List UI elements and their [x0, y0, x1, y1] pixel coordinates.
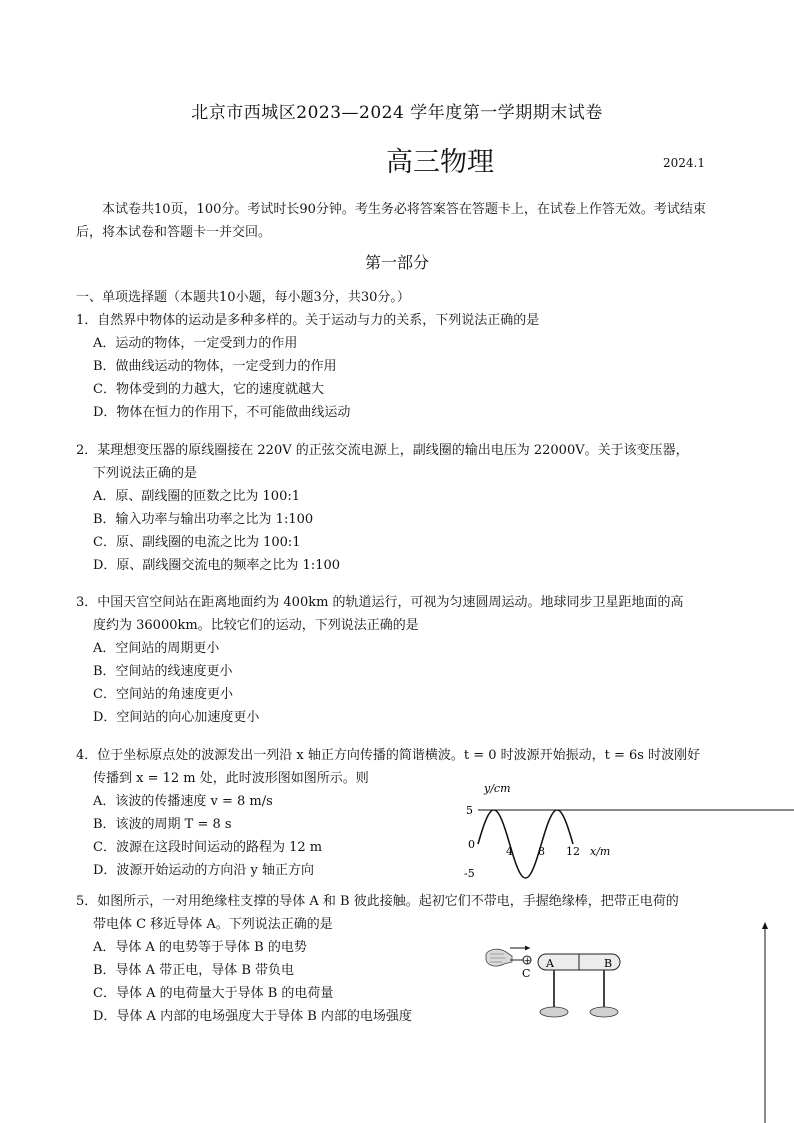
option-b: B．输入功率与输出功率之比为 1:100	[93, 512, 314, 527]
question-stem-continued: 下列说法正确的是	[93, 466, 198, 481]
question-stem: 2．某理想变压器的原线圈接在 220V 的正弦交流电源上，副线圈的输出电压为 22000V。关于该变压器，	[76, 443, 689, 458]
x-axis-label: x/m	[590, 845, 611, 858]
option-c: C．原、副线圈的电流之比为 100:1	[93, 535, 301, 550]
question-stem-continued: 带电体 C 移近导体 A。下列说法正确的是	[93, 917, 333, 932]
option-a: A．该波的传播速度 v = 8 m/s	[93, 794, 273, 809]
y-tick-label: -5	[464, 867, 475, 880]
x-tick-label: 8	[538, 845, 545, 858]
option-b: B．做曲线运动的物体，一定受到力的作用	[93, 359, 337, 374]
up-arrow-icon	[762, 922, 768, 929]
question-stem: 1．自然界中物体的运动是多种多样的。关于运动与力的关系，下列说法正确的是	[76, 313, 540, 328]
label-b: B	[604, 957, 613, 970]
option-b: B．空间站的线速度更小	[93, 664, 233, 679]
question-stem: 4．位于坐标原点处的波源发出一列沿 x 轴正方向传播的简谐横波。t = 0 时波源开始振动，t = 6s 时波刚好	[76, 748, 701, 763]
option-d: D．导体 A 内部的电场强度大于导体 B 内部的电场强度	[93, 1009, 412, 1024]
stand-base-a	[540, 1007, 568, 1017]
option-b: B．该波的周期 T = 8 s	[93, 817, 232, 832]
question-2	[76, 439, 689, 577]
option-c: C．物体受到的力越大，它的速度就越大	[93, 382, 324, 397]
x-tick-label: 12	[566, 845, 580, 858]
part-title: 第一部分	[364, 253, 429, 272]
option-c: C．空间站的角速度更小	[93, 687, 233, 702]
y-tick-label: 5	[466, 804, 473, 817]
label-c: C	[522, 967, 531, 980]
question-3	[76, 591, 684, 729]
exam-title: 北京市西城区2023—2024 学年度第一学期期末试卷	[191, 103, 603, 123]
option-c: C．导体 A 的电荷量大于导体 B 的电荷量	[93, 986, 334, 1001]
option-a: A．空间站的周期更小	[93, 641, 220, 656]
hand-icon	[486, 949, 512, 966]
question-stem: 3．中国天宫空间站在距离地面约为 400km 的轨道运行，可视为匀速圆周运动。地球同步卫星距地面的高	[76, 595, 684, 610]
arrow-icon	[525, 946, 530, 951]
charge-symbol: +	[523, 956, 532, 967]
subject-title: 高三物理	[386, 147, 494, 178]
stand-base-b	[590, 1007, 618, 1017]
option-d: D．物体在恒力的作用下，不可能做曲线运动	[93, 405, 351, 420]
x-tick-label: 4	[506, 845, 513, 858]
option-a: A．导体 A 的电势等于导体 B 的电势	[93, 940, 307, 955]
option-a: A．原、副线圈的匝数之比为 100:1	[93, 489, 300, 504]
option-d: D．空间站的向心加速度更小	[93, 710, 260, 725]
wave-curve	[478, 810, 573, 878]
option-b: B．导体 A 带正电，导体 B 带负电	[93, 963, 295, 978]
margin-arrow	[758, 922, 772, 1123]
option-c: C．波源在这段时间运动的路程为 12 m	[93, 840, 323, 855]
question-1	[76, 309, 539, 424]
section-title: 一、单项选择题（本题共10小题，每小题3分，共30分。）	[76, 290, 410, 305]
label-a: A	[546, 957, 554, 970]
exam-date: 2024.1	[663, 156, 705, 170]
question-stem-continued: 传播到 x = 12 m 处，此时波形图如图所示。则	[93, 771, 369, 786]
option-d: D．波源开始运动的方向沿 y 轴正方向	[93, 863, 315, 878]
question-stem: 5．如图所示，一对用绝缘柱支撑的导体 A 和 B 彼此接触。起初它们不带电，手握绝缘棒，把带正电荷的	[76, 894, 679, 909]
option-d: D．原、副线圈交流电的频率之比为 1:100	[93, 558, 341, 573]
exam-instructions: 本试卷共10页，100分。考试时长90分钟。考生务必将答案答在答题卡上，在试卷上作答无效。考试结束后，将本试卷和答题卡一并交回。	[76, 202, 706, 240]
conductor-figure	[482, 942, 632, 1026]
option-a: A．运动的物体，一定受到力的作用	[93, 336, 298, 351]
y-tick-label: 0	[468, 838, 475, 851]
y-axis-label: y/cm	[484, 782, 511, 795]
question-stem-continued: 度约为 36000km。比较它们的运动，下列说法正确的是	[93, 618, 419, 633]
wave-figure	[440, 776, 794, 886]
